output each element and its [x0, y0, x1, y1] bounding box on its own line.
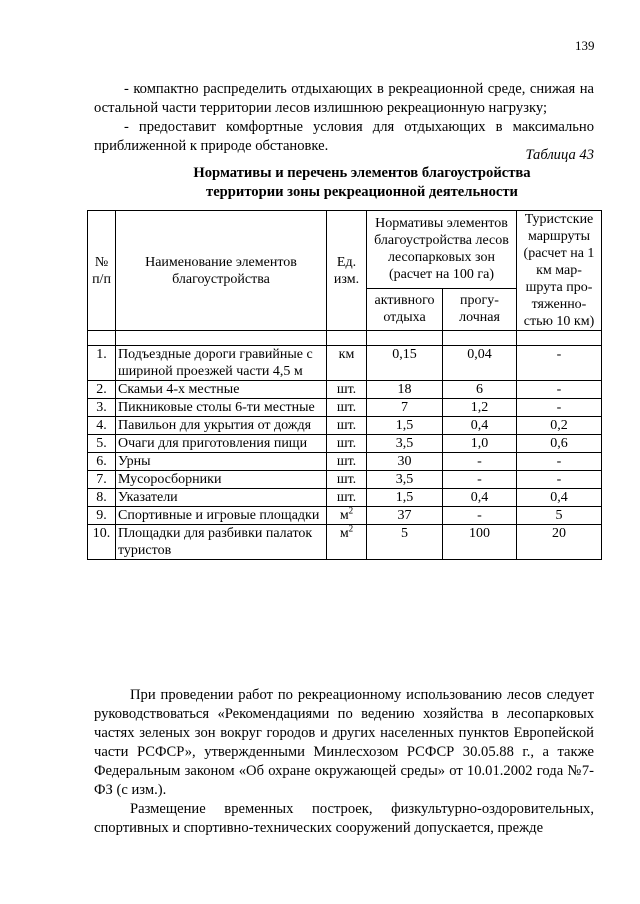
table-row: [88, 346, 602, 381]
header-routes: Туристские маршруты (расчет на 1 км мар-шрута про-тяженно-стью 10 км): [517, 211, 602, 331]
table-row: [88, 399, 602, 417]
table-row: [88, 435, 602, 453]
row-unit: шт.: [327, 417, 367, 435]
row-name: Мусоросборники: [116, 471, 327, 489]
row-routes-value: 0,6: [517, 435, 602, 453]
row-active-value: 7: [367, 399, 443, 417]
intro-paragraph: - компактно распределить отдыхающих в рекреационной среде, снижая на остальной части территории лесов излишнюю рекреационную нагрузку;: [94, 81, 594, 116]
table-title-line: Нормативы и перечень элементов благоустройства: [193, 165, 531, 181]
row-name: Урны: [116, 453, 327, 471]
row-walking-value: 1,2: [443, 399, 517, 417]
outro-text: [94, 686, 594, 838]
row-active-value: 1,5: [367, 417, 443, 435]
table-title-line: территории зоны рекреационной деятельности: [206, 184, 518, 200]
row-num: 6.: [88, 453, 116, 471]
row-name: Спортивные и игровые площадки: [116, 507, 327, 525]
row-walking-value: 100: [443, 525, 517, 560]
row-unit: км: [327, 346, 367, 381]
row-routes-value: 5: [517, 507, 602, 525]
row-walking-value: -: [443, 507, 517, 525]
page-number: 139: [575, 38, 595, 53]
row-walking-value: 0,4: [443, 489, 517, 507]
row-routes-value: -: [517, 471, 602, 489]
row-unit: шт.: [327, 381, 367, 399]
row-num: 5.: [88, 435, 116, 453]
row-routes-value: -: [517, 346, 602, 381]
table-row: [88, 417, 602, 435]
intro-paragraph: - предоставит комфортные условия для отдыхающих в максимально приближенной к природе обстановке.: [94, 119, 594, 154]
header-num: № п/п: [88, 211, 116, 331]
row-unit: $м^2$: [327, 507, 367, 525]
row-num: 3.: [88, 399, 116, 417]
table-label: Таблица 43: [525, 147, 594, 163]
row-active-value: 37: [367, 507, 443, 525]
intro-text: [94, 80, 594, 156]
row-active-value: 1,5: [367, 489, 443, 507]
row-routes-value: 0,4: [517, 489, 602, 507]
row-walking-value: -: [443, 453, 517, 471]
row-active-value: 0,15: [367, 346, 443, 381]
row-routes-value: -: [517, 453, 602, 471]
table-body: [88, 346, 602, 560]
row-routes-value: -: [517, 381, 602, 399]
row-num: 2.: [88, 381, 116, 399]
row-active-value: 18: [367, 381, 443, 399]
outro-paragraph: При проведении работ по рекреационному использованию лесов следует руководствоваться «Рекомендациями по ведению хозяйства в лесопарковых частях зеленых зон вокруг городов и других населенных пунктов Европейской части РСФСР», утвержденными Минлесхозом РСФСР 30.05.88 г., а также Федеральным законом «Об охране окружающей среды» от 10.01.2002 года №7-ФЗ (с изм.).: [94, 687, 594, 798]
row-name: Площадки для разбивки палаток туристов: [116, 525, 327, 560]
table-row: [88, 381, 602, 399]
table-row: [88, 525, 602, 560]
row-num: 4.: [88, 417, 116, 435]
norms-table: [87, 210, 602, 560]
row-walking-value: 0,04: [443, 346, 517, 381]
row-walking-value: 0,4: [443, 417, 517, 435]
row-active-value: 3,5: [367, 435, 443, 453]
row-walking-value: -: [443, 471, 517, 489]
row-name: Скамьи 4-х местные: [116, 381, 327, 399]
header-unit: Ед. изм.: [327, 211, 367, 331]
row-num: 9.: [88, 507, 116, 525]
row-name: Пикниковые столы 6-ти местные: [116, 399, 327, 417]
table-title: [94, 164, 630, 202]
row-walking-value: 1,0: [443, 435, 517, 453]
row-num: 1.: [88, 346, 116, 381]
row-unit: шт.: [327, 489, 367, 507]
table-row: [88, 489, 602, 507]
header-active: активного отдыха: [367, 288, 443, 330]
row-num: 10.: [88, 525, 116, 560]
row-name: Указатели: [116, 489, 327, 507]
row-num: 8.: [88, 489, 116, 507]
outro-paragraph: Размещение временных построек, физкультурно-оздоровительных, спортивных и спортивно-технических сооружений допускается, прежде: [94, 801, 594, 836]
row-walking-value: 6: [443, 381, 517, 399]
row-unit: $м^2$: [327, 525, 367, 560]
row-unit: шт.: [327, 471, 367, 489]
row-routes-value: -: [517, 399, 602, 417]
row-unit: шт.: [327, 453, 367, 471]
row-active-value: 5: [367, 525, 443, 560]
row-unit: шт.: [327, 435, 367, 453]
row-name: Подъездные дороги гравийные с шириной проезжей части 4,5 м: [116, 346, 327, 381]
row-routes-value: 0,2: [517, 417, 602, 435]
header-name: Наименование элементов благоустройства: [116, 211, 327, 331]
header-norms-group: Нормативы элементов благоустройства лесов лесопарковых зон (расчет на 100 га): [367, 211, 517, 289]
table-row: [88, 453, 602, 471]
row-active-value: 30: [367, 453, 443, 471]
table-row: [88, 471, 602, 489]
header-walking: прогу-лочная: [443, 288, 517, 330]
row-name: Очаги для приготовления пищи: [116, 435, 327, 453]
table-spacer-row: [88, 331, 602, 346]
table-row: [88, 507, 602, 525]
row-num: 7.: [88, 471, 116, 489]
row-unit: шт.: [327, 399, 367, 417]
row-name: Павильон для укрытия от дождя: [116, 417, 327, 435]
row-routes-value: 20: [517, 525, 602, 560]
row-active-value: 3,5: [367, 471, 443, 489]
